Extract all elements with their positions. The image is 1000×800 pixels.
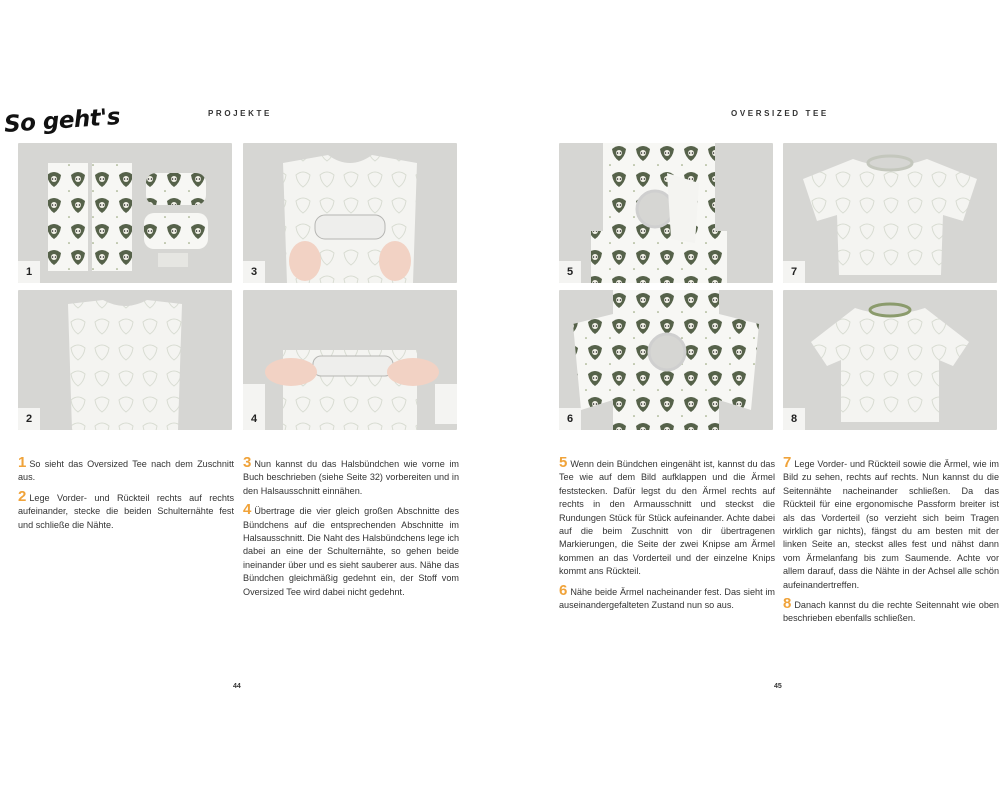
step-5 <box>559 454 775 579</box>
photo-number-badge: 8 <box>783 408 805 430</box>
photo-step-7 <box>783 143 997 283</box>
photo-number-badge: 5 <box>559 261 581 283</box>
photo-number-badge: 7 <box>783 261 805 283</box>
photo-step-8 <box>783 290 997 430</box>
running-head-left: PROJEKTE <box>208 109 272 118</box>
step-number: 5 <box>559 454 568 471</box>
step-number: 3 <box>243 454 252 471</box>
photo-step-3 <box>243 143 457 283</box>
instruction-column-2 <box>243 454 459 606</box>
photo-number-badge: 1 <box>18 261 40 283</box>
step-number: 7 <box>783 454 792 471</box>
brand-logo: So geht's <box>3 103 121 139</box>
step-number: 8 <box>783 595 792 613</box>
step-number: 2 <box>18 487 27 505</box>
step-6 <box>559 581 775 613</box>
step-3 <box>243 454 459 498</box>
step-text: Lege Vorder- und Rückteil sowie die Ärmel, wie im Bild zu sehen, rechts auf rechts. Nun kannst du die Seitennähte nacheinander schließen. Da das Rückteil für eine ergonomische Passform breiter ist als das Vorderteil (so verzieht sich beim Tragen wirklich gar nichts), fängst du am besten mit der linken Seite an, steckst alles fest und nähst dann vom Ärmelanfang bis zum Saumende. Achte vor allem darauf, dass die Nähte in der Achsel alle schön aufeinandertreffen. <box>783 459 999 590</box>
photo-number-badge: 6 <box>559 408 581 430</box>
photo-step-6 <box>559 290 773 430</box>
photo-step-1 <box>18 143 232 283</box>
step-number: 1 <box>18 454 27 471</box>
step-1 <box>18 454 234 485</box>
step-2 <box>18 487 234 532</box>
step-text: Übertrage die vier gleich großen Abschnitte des Bündchens auf die entsprechenden Abschnitte im Halsausschnitt. Die Naht des Halsbündchens lege ich dabei an eine der Schulternähte, so gehen beide ineinander über und es sieht sauberer aus. Nähe das Bündchen gleichmäßig gedehnt ein, der Stoff vom Oversized Tee wird dabei nicht gedehnt. <box>243 506 459 597</box>
photo-number-badge: 4 <box>243 408 265 430</box>
photo-step-4 <box>243 290 457 430</box>
page-number-left: 44 <box>233 683 241 690</box>
step-text: Wenn dein Bündchen eingenäht ist, kannst du das Tee wie auf dem Bild aufklappen und die Ärmel feststecken. Dafür legst du den Ärmel rechts auf rechts in den Armausschnitt und steckst die Rundungen Stück für Stück aufeinander. Achte dabei auf die beim Zuschnitt von dir übertragenen Markierungen, die Seite der zwei Knipse am Ärmel kommen an das Vorderteil und der einzelne Knips kommt ans Rückteil. <box>559 459 775 577</box>
photo-number-badge: 2 <box>18 408 40 430</box>
step-text: Nähe beide Ärmel nacheinander fest. Das sieht im auseinandergefalteten Zustand nun so aus. <box>559 586 775 611</box>
step-4 <box>243 501 459 599</box>
photo-step-2 <box>18 290 232 430</box>
step-7 <box>783 454 999 592</box>
instruction-column-1 <box>18 454 234 539</box>
step-text: Lege Vorder- und Rückteil rechts auf rechts aufeinander, stecke die beiden Schulternähte fest und schließe die Nähte. <box>18 492 234 530</box>
step-text: Danach kannst du die rechte Seitennaht wie oben beschrieben ebenfalls schließen. <box>783 600 999 624</box>
step-text: So sieht das Oversized Tee nach dem Zuschnitt aus. <box>18 459 234 483</box>
instruction-column-3 <box>559 454 775 619</box>
step-number: 6 <box>559 581 568 599</box>
step-8 <box>783 595 999 626</box>
step-number: 4 <box>243 501 252 519</box>
step-text: Nun kannst du das Halsbündchen wie vorne im Buch beschrieben (siehe Seite 32) vorbereiten und in den Halsausschnitt einnähen. <box>243 459 459 496</box>
photo-step-5 <box>559 143 773 283</box>
instruction-column-4 <box>783 454 999 633</box>
running-head-right: OVERSIZED TEE <box>731 109 829 118</box>
photo-number-badge: 3 <box>243 261 265 283</box>
page-number-right: 45 <box>774 683 782 690</box>
